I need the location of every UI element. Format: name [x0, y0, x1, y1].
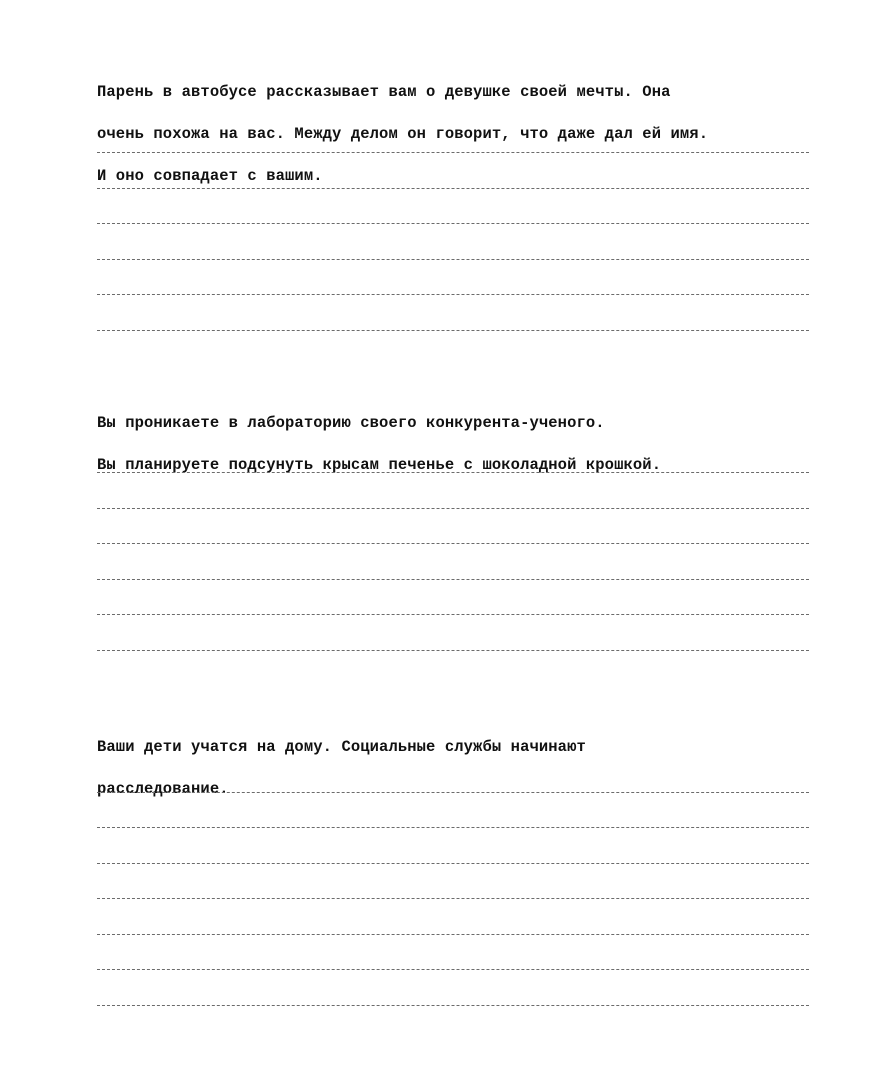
answer-line[interactable]: [97, 330, 809, 331]
prompt-1-line-3: И оно совпадает с вашим.: [97, 167, 323, 185]
prompt-3-line-2: расследование.: [97, 780, 229, 798]
answer-line[interactable]: [97, 152, 809, 153]
answer-line[interactable]: [97, 294, 809, 295]
prompt-2: [97, 392, 817, 497]
prompt-3: [97, 716, 817, 821]
answer-line[interactable]: [97, 543, 809, 544]
prompt-2-line-2: Вы планируете подсунуть крысам печенье с шоколадной крошкой.: [97, 456, 662, 474]
answer-line[interactable]: [97, 188, 809, 189]
answer-line[interactable]: [97, 472, 809, 473]
prompt-1-line-2: очень похожа на вас. Между делом он говорит, что даже дал ей имя.: [97, 125, 709, 143]
prompt-2-line-1: Вы проникаете в лабораторию своего конкурента-ученого.: [97, 414, 605, 432]
answer-line[interactable]: [97, 508, 809, 509]
answer-line[interactable]: [97, 969, 809, 970]
answer-line[interactable]: [97, 259, 809, 260]
prompt-1: [97, 61, 817, 208]
answer-line[interactable]: [97, 223, 809, 224]
answer-line[interactable]: [97, 650, 809, 651]
answer-line[interactable]: [97, 579, 809, 580]
prompt-3-line-1: Ваши дети учатся на дому. Социальные службы начинают: [97, 738, 586, 756]
answer-line[interactable]: [97, 827, 809, 828]
answer-line[interactable]: [97, 898, 809, 899]
answer-line[interactable]: [97, 863, 809, 864]
prompt-1-line-1: Парень в автобусе рассказывает вам о девушке своей мечты. Она: [97, 83, 671, 101]
answer-line[interactable]: [97, 614, 809, 615]
answer-line[interactable]: [97, 792, 809, 793]
answer-line[interactable]: [97, 934, 809, 935]
answer-line[interactable]: [97, 1005, 809, 1006]
